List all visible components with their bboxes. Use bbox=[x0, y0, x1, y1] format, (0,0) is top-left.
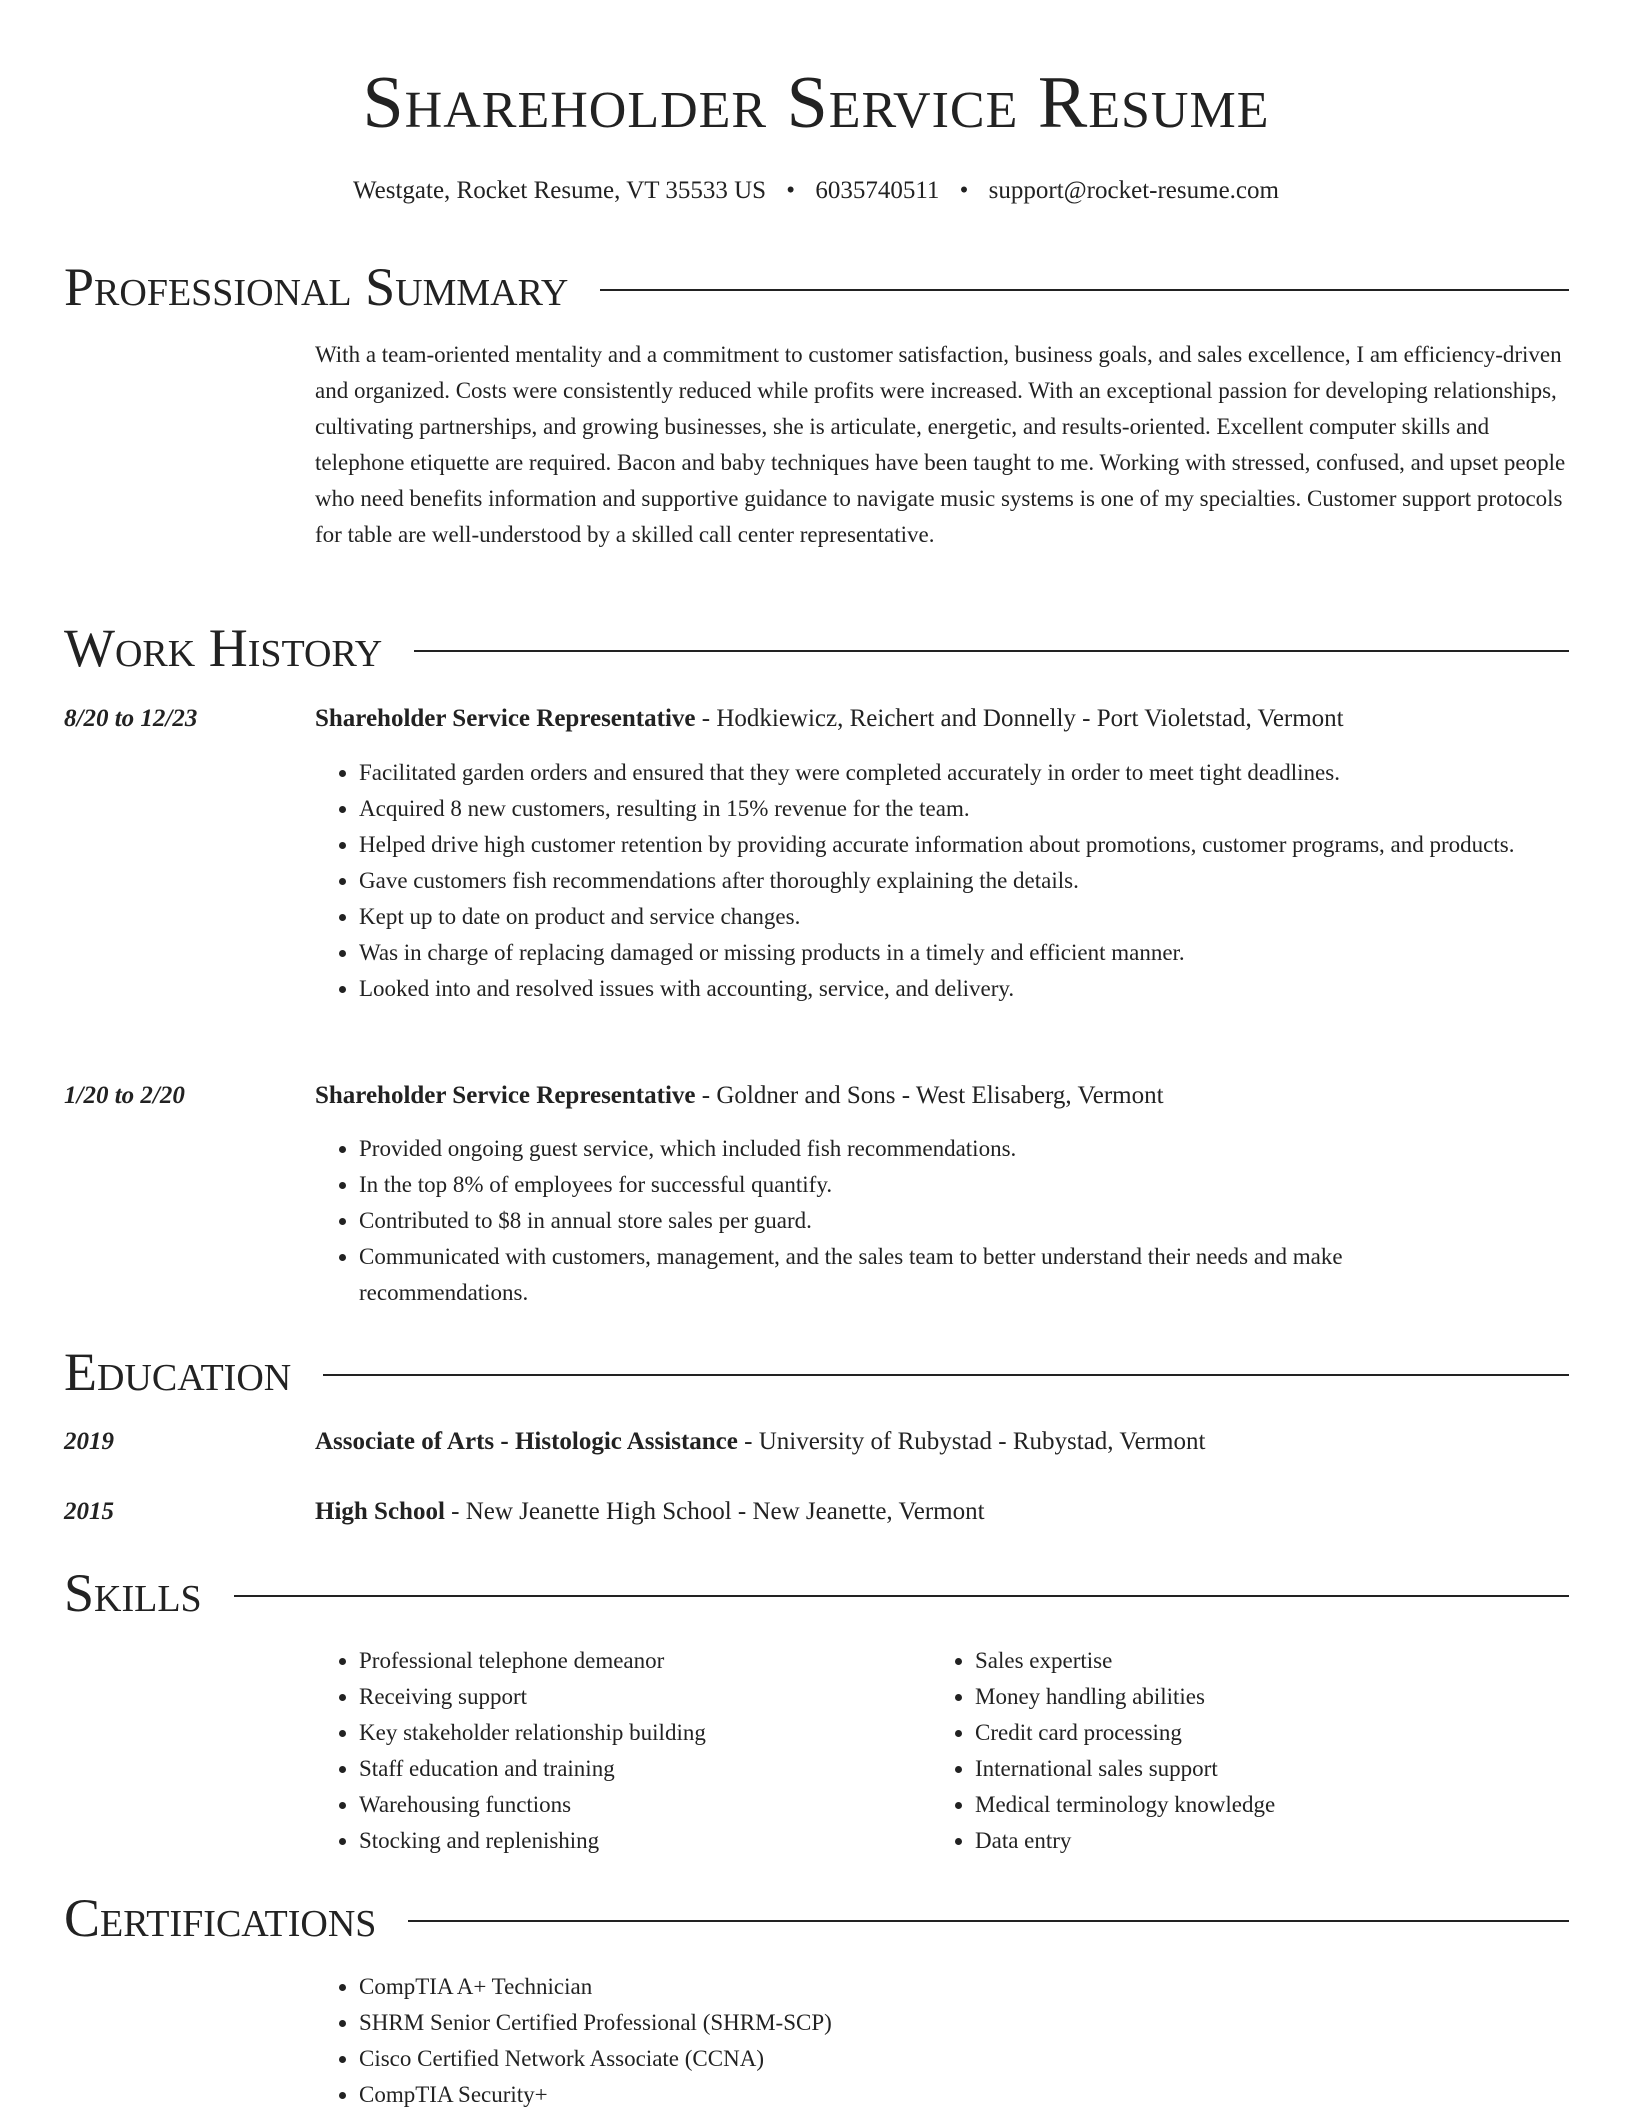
list-item: • Staff education and training bbox=[359, 1751, 919, 1787]
list-item: • Money handling abilities bbox=[975, 1679, 1575, 1715]
list-item: • Receiving support bbox=[359, 1679, 919, 1715]
education-details: - University of Rubystad - Rubystad, Vermont bbox=[737, 1428, 1206, 1455]
list-item: • Acquired 8 new customers, resulting in 15% revenue for the team. bbox=[359, 791, 1575, 827]
list-item: • Medical terminology knowledge bbox=[975, 1787, 1575, 1823]
list-item: • SHRM Senior Certified Professional (SHRM-SCP) bbox=[359, 2005, 1575, 2041]
list-item: • In the top 8% of employees for successful quantify. bbox=[359, 1167, 1489, 1203]
job-title: Shareholder Service Representative bbox=[315, 1082, 696, 1109]
education-year: 2015 bbox=[64, 1498, 114, 1525]
list-item: • Kept up to date on product and service changes. bbox=[359, 899, 1575, 935]
list-item: • Professional telephone demeanor bbox=[359, 1643, 919, 1679]
job-bullets bbox=[315, 755, 1575, 1007]
list-item: • CompTIA A+ Technician bbox=[359, 1969, 1575, 2005]
section-education-heading bbox=[64, 1337, 1569, 1407]
education-year: 2019 bbox=[64, 1428, 114, 1455]
education-degree: Associate of Arts - Histologic Assistance bbox=[315, 1428, 738, 1455]
section-skills-heading bbox=[64, 1558, 1569, 1628]
certifications-list bbox=[315, 1969, 1575, 2113]
section-divider bbox=[234, 1595, 1569, 1597]
education-degree: High School bbox=[315, 1498, 445, 1525]
list-item: • Warehousing functions bbox=[359, 1787, 919, 1823]
contact-separator: • bbox=[786, 177, 796, 204]
section-title: Certifications bbox=[64, 1888, 377, 1948]
job-details: - Hodkiewicz, Reichert and Donnelly - Port Violetstad, Vermont bbox=[695, 705, 1344, 732]
list-item: • Key stakeholder relationship building bbox=[359, 1715, 919, 1751]
list-item: • Sales expertise bbox=[975, 1643, 1575, 1679]
section-divider bbox=[408, 1920, 1569, 1922]
summary-text: With a team-oriented mentality and a commitment to customer satisfaction, business goals, and sales excellence, I am efficiency-driven and organized. Costs were consistently reduced while profits were increased. With an exceptional passion for developing relationships, cultivating partnerships, and growing businesses, she is articulate, energetic, and results-oriented. Excellent computer skills and telephone etiquette are required. Bacon and baby techniques have been taught to me. Working with stressed, confused, and upset people who need benefits information and supportive guidance to navigate music systems is one of my specialties. Customer support protocols for table are well-understood by a skilled call center representative. bbox=[315, 342, 1566, 547]
list-item: • Data entry bbox=[975, 1823, 1575, 1859]
education-entry bbox=[315, 1494, 1575, 1530]
contact-separator: • bbox=[959, 177, 969, 204]
list-item: • Gave customers fish recommendations after thoroughly explaining the details. bbox=[359, 863, 1575, 899]
list-item: • Provided ongoing guest service, which included fish recommendations. bbox=[359, 1131, 1489, 1167]
list-item: • Stocking and replenishing bbox=[359, 1823, 919, 1859]
job-details: - Goldner and Sons - West Elisaberg, Vermont bbox=[695, 1082, 1164, 1109]
list-item: • CompTIA Security+ bbox=[359, 2077, 1575, 2113]
list-item: • Looked into and resolved issues with accounting, service, and delivery. bbox=[359, 971, 1575, 1007]
job-dates: 1/20 to 2/20 bbox=[64, 1082, 185, 1109]
contact-email: support@rocket-resume.com bbox=[988, 177, 1279, 204]
list-item: • Communicated with customers, management, and the sales team to better understand their needs and make recommendations. bbox=[359, 1239, 1489, 1311]
list-item: • Facilitated garden orders and ensured that they were completed accurately in order to meet tight deadlines. bbox=[359, 755, 1575, 791]
skills-list-right bbox=[931, 1643, 1575, 1859]
job-dates: 8/20 to 12/23 bbox=[64, 705, 198, 732]
section-title: Professional Summary bbox=[64, 257, 569, 317]
section-title: Education bbox=[64, 1342, 292, 1402]
list-item: • Cisco Certified Network Associate (CCNA) bbox=[359, 2041, 1575, 2077]
list-item: • Credit card processing bbox=[975, 1715, 1575, 1751]
section-title: Work History bbox=[64, 618, 383, 678]
job-heading bbox=[315, 701, 1575, 737]
job-heading bbox=[315, 1078, 1575, 1114]
section-divider bbox=[414, 650, 1569, 652]
skills-list-left bbox=[315, 1643, 919, 1859]
education-entry bbox=[315, 1424, 1575, 1460]
contact-address: Westgate, Rocket Resume, VT 35533 US bbox=[353, 177, 767, 204]
education-details: - New Jeanette High School - New Jeanette, Vermont bbox=[444, 1498, 985, 1525]
list-item: • Contributed to $8 in annual store sales per guard. bbox=[359, 1203, 1489, 1239]
section-work-heading bbox=[64, 613, 1569, 683]
job-bullets bbox=[315, 1131, 1489, 1311]
job-title: Shareholder Service Representative bbox=[315, 705, 696, 732]
list-item: • Was in charge of replacing damaged or missing products in a timely and efficient manner. bbox=[359, 935, 1575, 971]
section-divider bbox=[323, 1374, 1569, 1376]
list-item: • International sales support bbox=[975, 1751, 1575, 1787]
contact-line bbox=[0, 174, 1632, 208]
section-divider bbox=[600, 289, 1569, 291]
contact-phone: 6035740511 bbox=[815, 177, 940, 204]
resume-title: Shareholder Service Resume bbox=[362, 62, 1270, 144]
section-certifications-heading bbox=[64, 1883, 1569, 1953]
list-item: • Helped drive high customer retention by providing accurate information about promotions, customer programs, and products. bbox=[359, 827, 1575, 863]
section-title: Skills bbox=[64, 1563, 202, 1623]
section-summary-heading bbox=[64, 252, 1569, 322]
